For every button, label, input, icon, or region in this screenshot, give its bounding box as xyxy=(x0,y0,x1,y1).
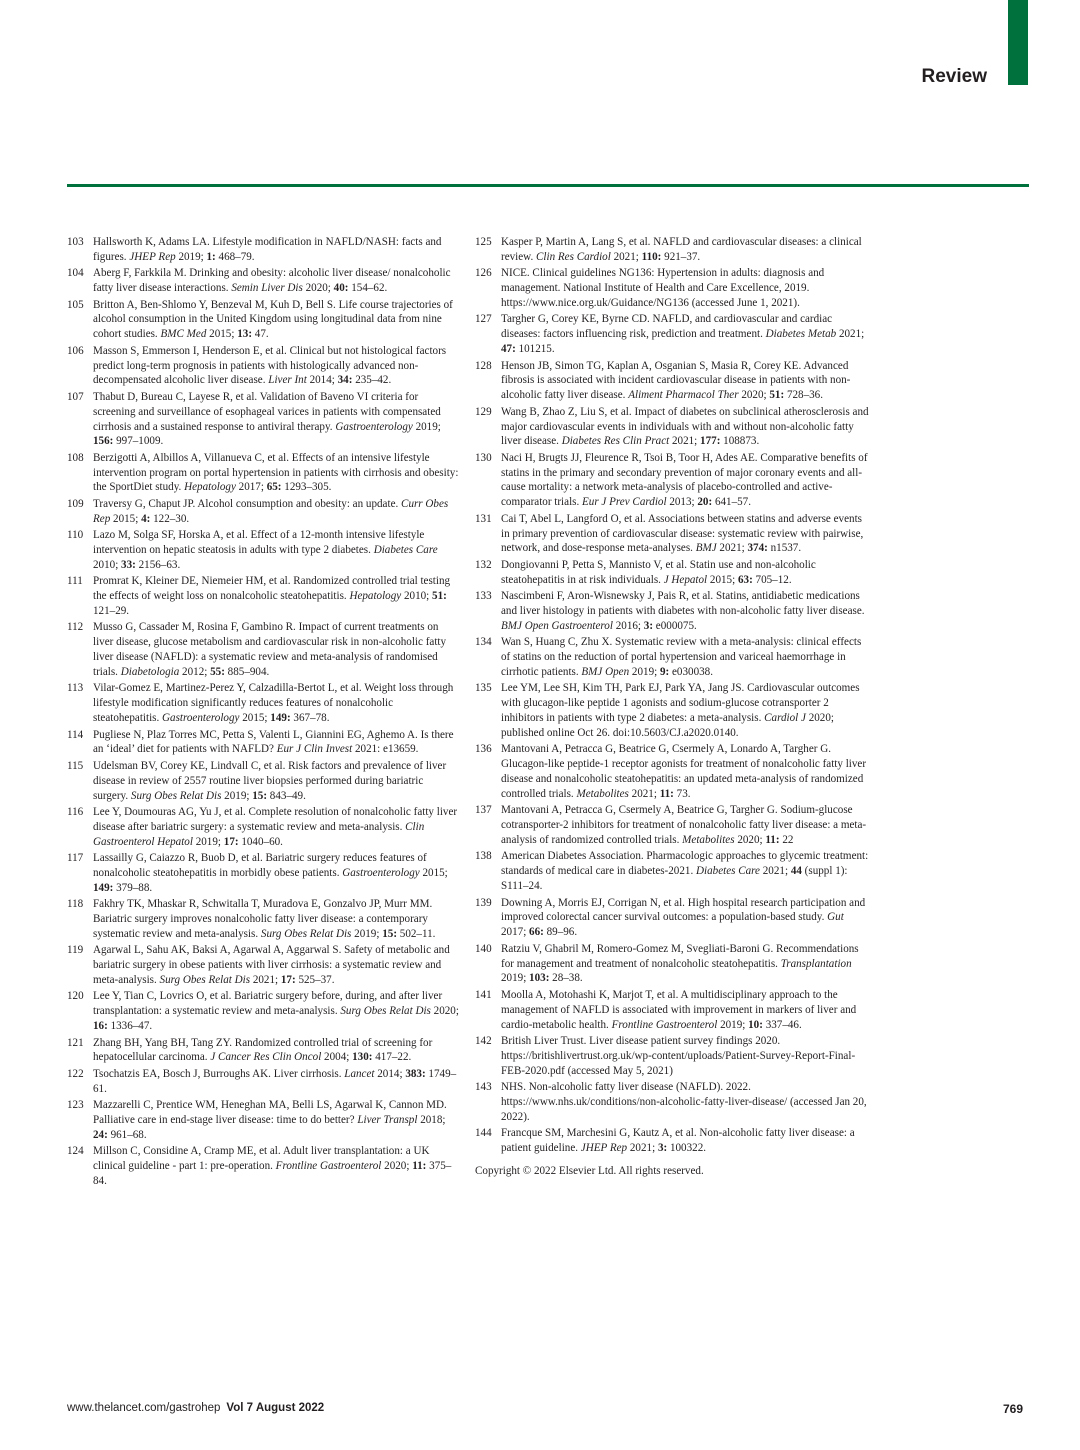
reference-item xyxy=(475,1080,870,1125)
reference-number: 107 xyxy=(67,390,84,403)
reference-item xyxy=(67,497,459,527)
reference-number: 122 xyxy=(67,1067,84,1080)
reference-text: Aberg F, Farkkila M. Drinking and obesity: alcoholic liver disease/ nonalcoholic fatty liver disease interactions. Semin Liver Dis 2020; 40: 154–62. xyxy=(93,267,451,295)
reference-text: Masson S, Emmerson I, Henderson E, et al. Clinical but not histological factors predict long-term prognosis in patients with histologically advanced non-decompensated alcoholic liver disease. Liver Int 2014; 34: 235–42. xyxy=(93,344,447,387)
reference-number: 120 xyxy=(67,990,84,1003)
reference-text: British Liver Trust. Liver disease patient survey findings 2020. https://britishlivertrust.org.uk/wp-content/uploads/Patient-Survey-Report-Final-FEB-2020.pdf (accessed May 5, 2021) xyxy=(501,1034,856,1077)
reference-item xyxy=(475,405,870,450)
reference-text: Lee YM, Lee SH, Kim TH, Park EJ, Park YA, Jang JS. Cardiovascular outcomes with glucagon-like peptide 1 agonists and sodium-glucose cotransporter 2 inhibitors in patients with type 2 diabetes: a meta-analysis. Cardiol J 2020; published online Oct 26. doi:10.5603/CJ.a2020.0140. xyxy=(501,682,860,739)
reference-number: 138 xyxy=(475,850,492,863)
reference-item xyxy=(67,266,459,296)
reference-item xyxy=(475,988,870,1033)
reference-number: 129 xyxy=(475,405,492,418)
reference-number: 113 xyxy=(67,682,84,695)
reference-item xyxy=(475,849,870,894)
reference-number: 134 xyxy=(475,636,492,649)
reference-text: Francque SM, Marchesini G, Kautz A, et al. Non-alcoholic fatty liver disease: a patient guideline. JHEP Rep 2021; 3: 100322. xyxy=(501,1127,855,1155)
reference-number: 127 xyxy=(475,313,492,326)
reference-number: 115 xyxy=(67,759,84,772)
reference-text: Britton A, Ben-Shlomo Y, Benzeval M, Kuh D, Bell S. Life course trajectories of alcohol consumption in the United Kingdom using longitudinal data from nine cohort studies. BMC Med 2015; 13: 47. xyxy=(93,298,453,341)
reference-number: 135 xyxy=(475,682,492,695)
reference-number: 142 xyxy=(475,1034,492,1047)
reference-text: American Diabetes Association. Pharmacologic approaches to glycemic treatment: standards of medical care in diabetes-2021. Diabetes Care 2021; 44 (suppl 1): S111–24. xyxy=(501,850,869,893)
reference-number: 141 xyxy=(475,988,492,1001)
reference-text: Wang B, Zhao Z, Liu S, et al. Impact of diabetes on subclinical atherosclerosis and major cardiovascular events in individuals with and without non-alcoholic fatty liver disease. Diabetes Res Clin Pract 2021; 177: 108873. xyxy=(501,405,869,448)
reference-text: Downing A, Morris EJ, Corrigan N, et al. High hospital research participation and improved colorectal cancer survival outcomes: a population-based study. Gut 2017; 66: 89–96. xyxy=(501,896,866,939)
reference-number: 105 xyxy=(67,298,84,311)
reference-number: 132 xyxy=(475,558,492,571)
reference-text: Mazzarelli C, Prentice WM, Heneghan MA, Belli LS, Agarwal K, Cannon MD. Palliative care in end-stage liver disease: time to do better? Liver Transpl 2018; 24: 961–68. xyxy=(93,1099,447,1141)
footer-journal xyxy=(67,1402,324,1414)
reference-number: 103 xyxy=(67,236,84,248)
reference-number: 136 xyxy=(475,743,492,756)
reference-item xyxy=(67,897,459,942)
reference-text: Lassailly G, Caiazzo R, Buob D, et al. Bariatric surgery reduces features of nonalcoholic steatohepatitis in morbidly obese patients. Gastroenterology 2015; 149: 379–88. xyxy=(93,852,448,894)
reference-item xyxy=(67,390,459,449)
reference-number: 123 xyxy=(67,1099,84,1112)
reference-number: 106 xyxy=(67,344,84,357)
reference-number: 130 xyxy=(475,451,492,464)
reference-text: Traversy G, Chaput JP. Alcohol consumption and obesity: an update. Curr Obes Rep 2015; 4: 122–30. xyxy=(93,497,449,525)
reference-text: Lee Y, Tian C, Lovrics O, et al. Bariatric surgery before, during, and after liver transplantation: a systematic review and meta-analysis. Surg Obes Relat Dis 2020; 16: 1336–47. xyxy=(93,990,459,1033)
reference-text: Promrat K, Kleiner DE, Niemeier HM, et al. Randomized controlled trial testing the effects of weight loss on nonalcoholic steatohepatitis. Hepatology 2010; 51: 121–29. xyxy=(93,575,451,617)
reference-number: 110 xyxy=(67,529,84,542)
reference-text: Vilar-Gomez E, Martinez-Perez Y, Calzadilla-Bertot L, et al. Weight loss through lifestyle modification significantly reduces features of nonalcoholic steatohepatitis. Gastroenterology 2015; 149: 367–78. xyxy=(93,682,454,725)
reference-number: 114 xyxy=(67,728,84,741)
section-color-tab xyxy=(1008,0,1028,85)
reference-text: Udelsman BV, Corey KE, Lindvall C, et al. Risk factors and prevalence of liver disease in review of 2557 routine liver biopsies performed during bariatric surgery. Surg Obes Relat Dis 2019; 15: 843–49. xyxy=(93,759,447,802)
reference-text: Musso G, Cassader M, Rosina F, Gambino R. Impact of current treatments on liver disease, glucose metabolism and cardiovascular risk in non-alcoholic fatty liver disease (NAFLD): a systematic review and meta-analysis of randomised trials. Diabetologia 2012; 55: 885–904. xyxy=(93,621,447,678)
reference-number: 116 xyxy=(67,805,84,818)
reference-item xyxy=(67,1098,459,1143)
reference-item xyxy=(475,681,870,740)
reference-text: Lee Y, Doumouras AG, Yu J, et al. Complete resolution of nonalcoholic fatty liver disease after bariatric surgery: a systematic review and meta-analysis. Clin Gastroenterol Hepatol 2019; 17: 1040–60. xyxy=(93,805,458,848)
reference-number: 139 xyxy=(475,896,492,909)
reference-number: 124 xyxy=(67,1145,84,1158)
references-column-left xyxy=(67,235,459,1190)
reference-item xyxy=(475,266,870,311)
page-number: 769 xyxy=(1002,1402,1023,1416)
reference-item xyxy=(475,312,870,357)
reference-text: Thabut D, Bureau C, Layese R, et al. Validation of Baveno VI criteria for screening and surveillance of esophageal varices in patients with compensated cirrhosis and a sustained response to antiviral therapy. Gastroenterology 2019; 156: 997–1009. xyxy=(93,390,441,448)
reference-item xyxy=(475,803,870,848)
reference-item xyxy=(67,728,459,758)
reference-text: Hallsworth K, Adams LA. Lifestyle modification in NAFLD/NASH: facts and figures. JHEP Rep 2019; 1: 468–79. xyxy=(93,236,442,263)
reference-item xyxy=(67,681,459,726)
reference-item xyxy=(67,1144,459,1189)
reference-item xyxy=(475,1034,870,1079)
reference-text: Tsochatzis EA, Bosch J, Burroughs AK. Liver cirrhosis. Lancet 2014; 383: 1749–61. xyxy=(93,1067,457,1095)
reference-item xyxy=(67,298,459,343)
reference-item xyxy=(475,359,870,404)
reference-number: 111 xyxy=(67,575,83,588)
reference-text: Dongiovanni P, Petta S, Mannisto V, et al. Statin use and non-alcoholic steatohepatitis in at risk individuals. J Hepatol 2015; 63: 705–12. xyxy=(501,558,816,586)
reference-text: Naci H, Brugts JJ, Fleurence R, Tsoi B, Toor H, Ades AE. Comparative benefits of statins in the primary and secondary prevention of major coronary events and all-cause mortality: a network meta-analysis of placebo-controlled and active-comparator trials. Eur J Prev Cardiol 2013; 20: 641–57. xyxy=(501,451,868,509)
reference-item xyxy=(67,528,459,573)
reference-text: NHS. Non-alcoholic fatty liver disease (NAFLD). 2022. https://www.nhs.uk/conditions/non-alcoholic-fatty-liver-disease/ (accessed Jan 20, 2022). xyxy=(501,1081,867,1123)
reference-item xyxy=(67,805,459,850)
reference-text: Berzigotti A, Albillos A, Villanueva C, et al. Effects of an intensive lifestyle intervention program on portal hypertension in patients with cirrhosis and obesity: the SportDiet study. Hepatology 2017; 65: 1293–305. xyxy=(93,451,459,494)
reference-item xyxy=(67,759,459,804)
reference-number: 133 xyxy=(475,590,492,603)
reference-item xyxy=(475,635,870,680)
reference-text: NICE. Clinical guidelines NG136: Hypertension in adults: diagnosis and management. National Institute of Health and Care Excellence, 2019. https://www.nice.org.uk/Guidance/NG136 (accessed June 1, 2021). xyxy=(501,267,825,309)
reference-item xyxy=(475,558,870,588)
reference-item xyxy=(67,235,459,265)
reference-text: Agarwal L, Sahu AK, Baksi A, Agarwal A, Aggarwal S. Safety of metabolic and bariatric surgery in obese patients with liver cirrhosis: a systematic review and meta-analysis. Surg Obes Relat Dis 2021; 17: 525–37. xyxy=(93,944,450,986)
references-column-right xyxy=(475,235,870,1179)
reference-item xyxy=(475,942,870,987)
reference-text: Henson JB, Simon TG, Kaplan A, Osganian S, Masia R, Corey KE. Advanced fibrosis is associated with incident cardiovascular disease in patients with non-alcoholic fatty liver disease. Aliment Pharmacol Ther 2020; 51: 728–36. xyxy=(501,359,851,402)
reference-item xyxy=(475,512,870,557)
reference-text: Ratziu V, Ghabril M, Romero-Gomez M, Svegliati-Baroni G. Recommendations for management and treatment of nonalcoholic steatohepatitis. Transplantation 2019; 103: 28–38. xyxy=(501,942,859,985)
reference-item xyxy=(67,574,459,619)
reference-text: Cai T, Abel L, Langford O, et al. Associations between statins and adverse events in primary prevention of cardiovascular disease: systematic review with pairwise, network, and dose-response meta-analyses. BMJ 2021; 374: n1537. xyxy=(501,512,864,555)
reference-number: 131 xyxy=(475,512,492,525)
reference-number: 125 xyxy=(475,236,492,248)
reference-number: 126 xyxy=(475,267,492,280)
reference-item xyxy=(67,1067,459,1097)
reference-text: Zhang BH, Yang BH, Tang ZY. Randomized controlled trial of screening for hepatocellular carcinoma. J Cancer Res Clin Oncol 2004; 130: 417–22. xyxy=(93,1036,433,1064)
reference-number: 117 xyxy=(67,852,84,865)
reference-text: Wan S, Huang C, Zhu X. Systematic review with a meta-analysis: clinical effects of statins on the reduction of portal hypertension and variceal haemorrhage in cirrhotic patients. BMJ Open 2019; 9: e030038. xyxy=(501,636,862,678)
reference-text: Moolla A, Motohashi K, Marjot T, et al. A multidisciplinary approach to the management of NAFLD is associated with improvement in markers of liver and cardio-metabolic health. Frontline Gastroenterol 2019; 10: 337–46. xyxy=(501,988,857,1031)
section-label: Review xyxy=(921,66,987,87)
reference-number: 128 xyxy=(475,359,492,372)
reference-number: 140 xyxy=(475,942,492,955)
header-rule xyxy=(67,184,1029,187)
reference-item xyxy=(475,235,870,265)
reference-item xyxy=(67,989,459,1034)
footer-volume: Vol 7 August 2022 xyxy=(226,1402,325,1414)
reference-item xyxy=(67,1036,459,1066)
reference-number: 137 xyxy=(475,804,492,817)
reference-item xyxy=(475,589,870,634)
reference-number: 119 xyxy=(67,944,84,957)
reference-number: 109 xyxy=(67,497,84,510)
reference-item xyxy=(67,851,459,896)
footer-url[interactable]: www.thelancet.com/gastrohep xyxy=(67,1402,221,1414)
reference-item xyxy=(475,742,870,801)
reference-number: 118 xyxy=(67,898,84,911)
reference-number: 112 xyxy=(67,621,84,634)
reference-text: Lazo M, Solga SF, Horska A, et al. Effect of a 12-month intensive lifestyle intervention on hepatic steatosis in adults with type 2 diabetes. Diabetes Care 2010; 33: 2156–63. xyxy=(93,529,438,571)
reference-text: Pugliese N, Plaz Torres MC, Petta S, Valenti L, Giannini EG, Aghemo A. Is there an ‘ideal’ diet for patients with NAFLD? Eur J Clin Invest 2021: e13659. xyxy=(93,728,454,756)
reference-text: Targher G, Corey KE, Byrne CD. NAFLD, and cardiovascular and cardiac diseases: factors influencing risk, prediction and treatment. Diabetes Metab 2021; 47: 101215. xyxy=(501,313,865,356)
reference-text: Fakhry TK, Mhaskar R, Schwitalla T, Muradova E, Gonzalvo JP, Murr MM. Bariatric surgery improves nonalcoholic fatty liver disease: a contemporary systematic review and meta-analysis. Surg Obes Relat Dis 2019; 15: 502–11. xyxy=(93,898,436,940)
reference-number: 108 xyxy=(67,451,84,464)
reference-text: Kasper P, Martin A, Lang S, et al. NAFLD and cardiovascular diseases: a clinical review. Clin Res Cardiol 2021; 110: 921–37. xyxy=(501,236,862,263)
reference-item xyxy=(67,943,459,988)
reference-item xyxy=(475,451,870,510)
reference-number: 144 xyxy=(475,1127,492,1140)
reference-text: Millson C, Considine A, Cramp ME, et al. Adult liver transplantation: a UK clinical guideline - part 1: pre-operation. Frontline Gastroenterol 2020; 11: 375–84. xyxy=(93,1145,452,1187)
reference-item xyxy=(475,896,870,941)
reference-text: Nascimbeni F, Aron-Wisnewsky J, Pais R, et al. Statins, antidiabetic medications and liver histology in patients with diabetes with non-alcoholic fatty liver disease. BMJ Open Gastroenterol 2016; 3: e000075. xyxy=(501,590,865,632)
reference-item xyxy=(67,344,459,389)
reference-text: Mantovani A, Petracca G, Csermely A, Beatrice G, Targher G. Sodium-glucose cotransporter-2 inhibitors for treatment of nonalcoholic fatty liver disease: a meta-analysis of randomized controlled trials. Metabolites 2020; 11: 22 xyxy=(501,804,867,847)
reference-item xyxy=(67,620,459,679)
reference-number: 121 xyxy=(67,1036,84,1049)
reference-item xyxy=(67,451,459,496)
reference-text: Mantovani A, Petracca G, Beatrice G, Csermely A, Lonardo A, Targher G. Glucagon-like peptide-1 receptor agonists for treatment of nonalcoholic fatty liver disease and nonalcoholic steatohepatitis: an updated meta-analysis of randomized controlled trials. Metabolites 2021; 11: 73. xyxy=(501,743,867,800)
reference-item xyxy=(475,1126,870,1156)
copyright-notice: Copyright © 2022 Elsevier Ltd. All rights reserved. xyxy=(475,1164,704,1177)
reference-number: 104 xyxy=(67,267,84,280)
reference-number: 143 xyxy=(475,1081,492,1094)
